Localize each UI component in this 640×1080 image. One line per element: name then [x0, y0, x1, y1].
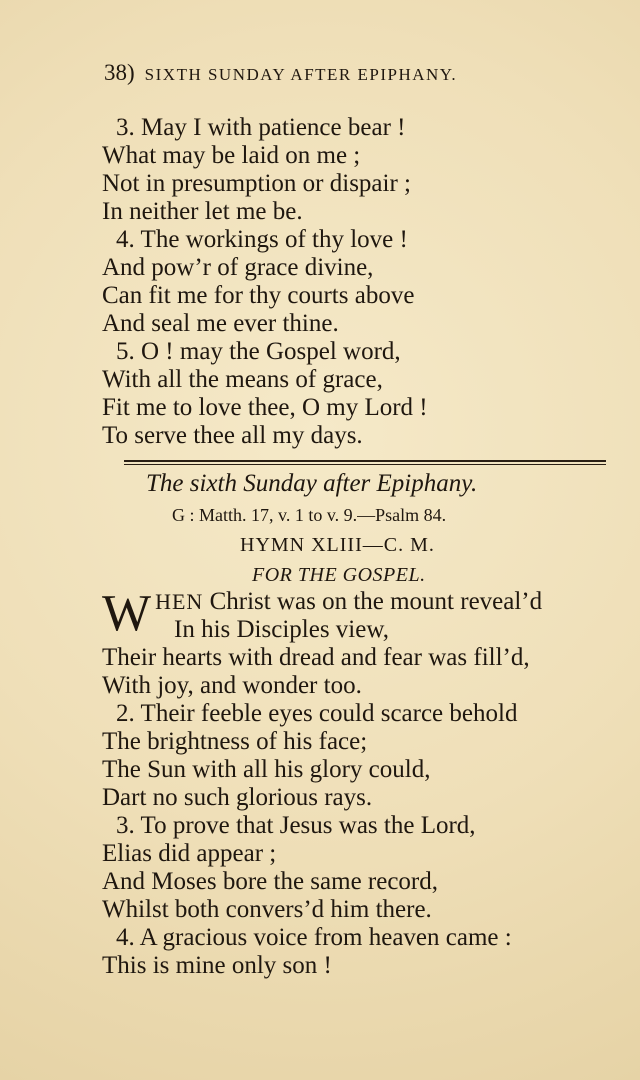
- hymn-line: This is mine only son !: [102, 952, 332, 979]
- hymn-line: And seal me ever thine.: [102, 310, 339, 337]
- first-line-rest: Christ was on the mount reveal’d: [203, 588, 543, 615]
- hymn-line: 4. The workings of thy love !: [116, 226, 408, 253]
- hymn-line: And pow’r of grace divine,: [102, 254, 374, 281]
- hymn-line: To serve thee all my days.: [102, 422, 363, 449]
- gospel-reference: G : Matth. 17, v. 1 to v. 9.—Psalm 84.: [172, 505, 447, 525]
- hymn-line: In neither let me be.: [102, 198, 303, 225]
- drop-cap: W: [102, 585, 152, 642]
- hymn-line: With joy, and wonder too.: [102, 672, 362, 699]
- hymn-title: HYMN XLIII—C. M.: [240, 534, 435, 556]
- hymn-subtitle: FOR THE GOSPEL.: [252, 564, 426, 586]
- hymn-line: In his Disciples view,: [174, 616, 390, 643]
- hymn-line: 2. Their feeble eyes could scarce behold: [116, 700, 518, 727]
- running-title: SIXTH SUNDAY AFTER EPIPHANY.: [144, 65, 458, 84]
- hymn-line: What may be laid on me ;: [102, 142, 361, 169]
- hymn-line: 3. To prove that Jesus was the Lord,: [116, 812, 476, 839]
- hymn-line: The Sun with all his glory could,: [102, 756, 431, 783]
- section-divider: [124, 460, 606, 462]
- hymn-line: The brightness of his face;: [102, 728, 368, 755]
- hymn-line: Fit me to love thee, O my Lord !: [102, 394, 428, 421]
- hymn-line: With all the means of grace,: [102, 366, 383, 393]
- hymn-line: Elias did appear ;: [102, 840, 277, 867]
- hymn-line: Whilst both convers’d him there.: [102, 896, 432, 923]
- hymn-stanzas: [102, 585, 637, 980]
- first-word-rest: HEN: [155, 589, 204, 614]
- hymn-line: 3. May I with patience bear !: [116, 114, 406, 141]
- hymn-line: Dart no such glorious rays.: [102, 784, 373, 811]
- hymn-line: 5. O ! may the Gospel word,: [116, 338, 401, 365]
- previous-hymn-stanzas: [102, 114, 637, 450]
- hymn-line: 4. A gracious voice from heaven came :: [116, 924, 512, 951]
- hymn-line: Can fit me for thy courts above: [102, 282, 415, 309]
- page-number: 38): [104, 60, 135, 85]
- section-title: The sixth Sunday after Epiphany.: [146, 470, 478, 497]
- hymn-line: Not in presumption or dispair ;: [102, 170, 411, 197]
- hymn-line: Their hearts with dread and fear was fill’d,: [102, 644, 530, 671]
- hymn-line: And Moses bore the same record,: [102, 868, 439, 895]
- page-header: [104, 60, 604, 86]
